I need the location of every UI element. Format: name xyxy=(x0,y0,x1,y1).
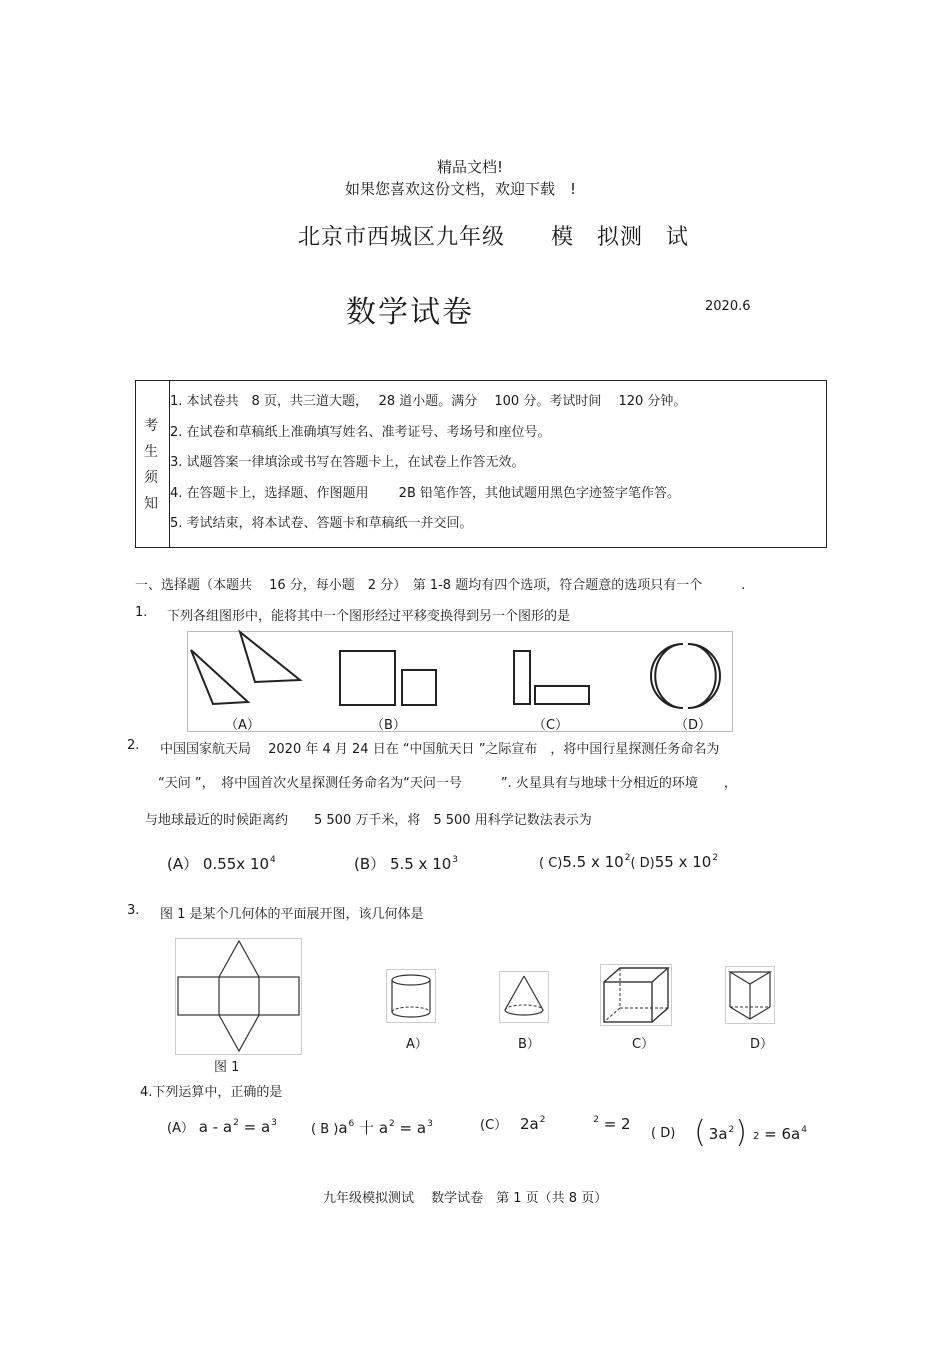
q2-option-d-value: 55 x 10 xyxy=(654,853,712,871)
q3-label-a: A） xyxy=(406,1037,428,1052)
q3-number: 3. xyxy=(127,903,140,918)
q2-option-b-exp: 3 xyxy=(452,855,459,865)
q2-option-a-exp: 4 xyxy=(270,855,276,865)
q3-net-figure xyxy=(175,938,302,1055)
q4-option-a-expr: a - a xyxy=(198,1118,233,1136)
q4-option-d-inner: 3a xyxy=(708,1125,728,1143)
q1-a-triangle-1 xyxy=(191,650,248,704)
q1-c-rect-1 xyxy=(514,651,530,704)
q3-label-b: B） xyxy=(518,1037,540,1052)
cube-icon xyxy=(601,965,671,1025)
q4-option-c xyxy=(480,1114,631,1133)
q4-option-d-exp-2: 2 xyxy=(753,1131,760,1142)
q1-d-crescent-1 xyxy=(651,644,683,708)
q2-option-d-exp: 2 xyxy=(712,853,719,863)
q1-a-triangle-2 xyxy=(240,632,300,682)
page-title: 北京市西城区九年级 模 拟测 试 xyxy=(298,225,690,250)
q2-option-c-exp: 2 xyxy=(624,853,631,863)
q4-option-b-exp-3: 3 xyxy=(427,1119,433,1129)
q1-b-square-1 xyxy=(340,651,395,705)
q2-option-c-value: 5.5 x 10 xyxy=(562,853,624,871)
q2-option-c-d xyxy=(539,853,718,871)
q1-label-b: （B） xyxy=(371,718,406,733)
q3-text: 图 1 是某个几何体的平面展开图，该几何体是 xyxy=(160,907,424,922)
notice-label-char: 须 xyxy=(144,470,158,486)
notice-item: 4. 在答题卡上，选择题、作图题用 2B 铅笔作答，其他试题用黑色字迹签字笔作答。 xyxy=(170,486,680,501)
q2-line-1: 中国国家航天局 2020 年 4 月 24 日在 “中国航天日 ”之际宣布 ，将中国行星探测任务命名为 xyxy=(160,742,720,757)
notice-item: 3. 试题答案一律填涂或书写在答题卡上，在试卷上作答无效。 xyxy=(170,455,525,470)
q4-option-b-eq: = a xyxy=(399,1119,427,1137)
header-line-2: 如果您喜欢这份文档，欢迎下载 ! xyxy=(345,180,577,198)
q4-option-a xyxy=(167,1117,277,1136)
section-heading: 一、选择题（本题共 16 分，每小题 2 分） 第 1-8 题均有四个选项，符合题意的选项只有一个 . xyxy=(135,578,746,593)
q4-option-d-label: ( D) xyxy=(651,1126,676,1141)
cone-icon xyxy=(500,972,548,1022)
q3-net-shape xyxy=(176,939,301,1054)
q3-cone-figure xyxy=(499,971,549,1023)
q4-option-c-label: (C） xyxy=(480,1118,508,1133)
exam-date: 2020.6 xyxy=(705,299,751,314)
q2-option-a xyxy=(167,853,276,874)
q1-text: 下列各组图形中，能将其中一个图形经过平移变换得到另一个图形的是 xyxy=(167,609,571,624)
q4-option-b-base: a xyxy=(338,1119,348,1137)
q4-option-a-eq: = a xyxy=(243,1118,271,1136)
subject-title: 数学试卷 xyxy=(346,295,474,330)
right-paren-icon: ) xyxy=(735,1115,747,1150)
q4-option-b-exp-1: 6 xyxy=(348,1119,355,1129)
q1-shapes xyxy=(188,632,732,731)
q2-option-d-label: ( D) xyxy=(630,856,655,871)
q2-option-a-value: 0.55x 10 xyxy=(202,855,270,873)
q1-label-c: （C） xyxy=(533,718,569,733)
q1-number: 1. xyxy=(135,605,148,620)
q4-option-d-eq: = 6a xyxy=(764,1125,801,1143)
q4-option-a-exp-2: 3 xyxy=(271,1118,277,1128)
q4-option-c-eq: = 2 xyxy=(603,1115,631,1133)
q3-fig-caption: 图 1 xyxy=(214,1060,240,1075)
notice-label-char: 生 xyxy=(144,444,158,460)
q3-cube-figure xyxy=(600,964,672,1026)
q2-option-b-value: 5.5 x 10 xyxy=(389,855,452,873)
notice-item: 1. 本试卷共 8 页，共三道大题， 28 道小题。满分 100 分。考试时间 120 分钟。 xyxy=(170,394,687,409)
cylinder-icon xyxy=(387,970,435,1022)
notice-item: 5. 考试结束，将本试卷、答题卡和草稿纸一并交回。 xyxy=(170,516,473,531)
left-paren-icon: ( xyxy=(694,1115,706,1150)
q2-option-a-label: (A） xyxy=(167,855,199,873)
q1-d-crescent-2 xyxy=(688,644,720,708)
q4-option-b-exp-2: 2 xyxy=(389,1119,395,1129)
q2-option-b-label: (B） xyxy=(354,855,386,873)
notice-label xyxy=(136,381,170,547)
q2-option-b xyxy=(354,853,458,874)
triangular-prism-icon xyxy=(726,967,774,1023)
q2-line-3: 与地球最近的时候距离约 5 500 万千米，将 5 500 用科学记数法表示为 xyxy=(145,813,592,828)
q3-label-d: D） xyxy=(750,1037,774,1052)
q4-option-d-exp-1: 2 xyxy=(728,1125,735,1135)
notice-box xyxy=(135,380,827,548)
q4-option-c-exp-1: 2 xyxy=(539,1115,546,1125)
q3-prism-figure xyxy=(725,966,775,1024)
q1-label-a: （A） xyxy=(225,718,260,733)
q4-option-c-exp-2: 2 xyxy=(593,1115,599,1125)
q1-c-rect-2 xyxy=(535,686,589,704)
q4-option-b-label: ( B ) xyxy=(311,1122,339,1137)
q4-option-c-expr: 2a xyxy=(519,1115,539,1133)
q4-option-b xyxy=(311,1117,433,1138)
q2-line-2: “天问 ”， 将中国首次火星探测任务命名为“天问一号 ”. 火星具有与地球十分相近的环境 ， xyxy=(158,776,737,791)
header-line-1: 精品文档! xyxy=(437,158,504,176)
q4-option-a-label: (A） xyxy=(167,1121,194,1136)
page-footer: 九年级模拟测试 数学试卷 第 1 页（共 8 页） xyxy=(323,1191,608,1206)
notice-label-char: 考 xyxy=(144,418,158,434)
notice-label-char: 知 xyxy=(144,496,158,512)
q4-option-d xyxy=(651,1112,807,1150)
q4-option-b-mid: 十 a xyxy=(359,1119,389,1137)
q4-option-a-exp-1: 2 xyxy=(233,1118,239,1128)
q1-b-square-2 xyxy=(402,670,436,705)
q1-label-d: （D） xyxy=(675,718,712,733)
q4-option-d-exp-3: 4 xyxy=(801,1125,807,1135)
q3-label-c: C） xyxy=(632,1037,655,1052)
q1-figure xyxy=(187,631,733,732)
q4-text: 4.下列运算中，正确的是 xyxy=(140,1085,283,1100)
q2-number: 2. xyxy=(127,738,140,753)
q3-cylinder-figure xyxy=(386,969,436,1023)
q2-option-c-label: ( C) xyxy=(539,856,563,871)
notice-item: 2. 在试卷和草稿纸上准确填写姓名、准考证号、考场号和座位号。 xyxy=(170,425,551,440)
